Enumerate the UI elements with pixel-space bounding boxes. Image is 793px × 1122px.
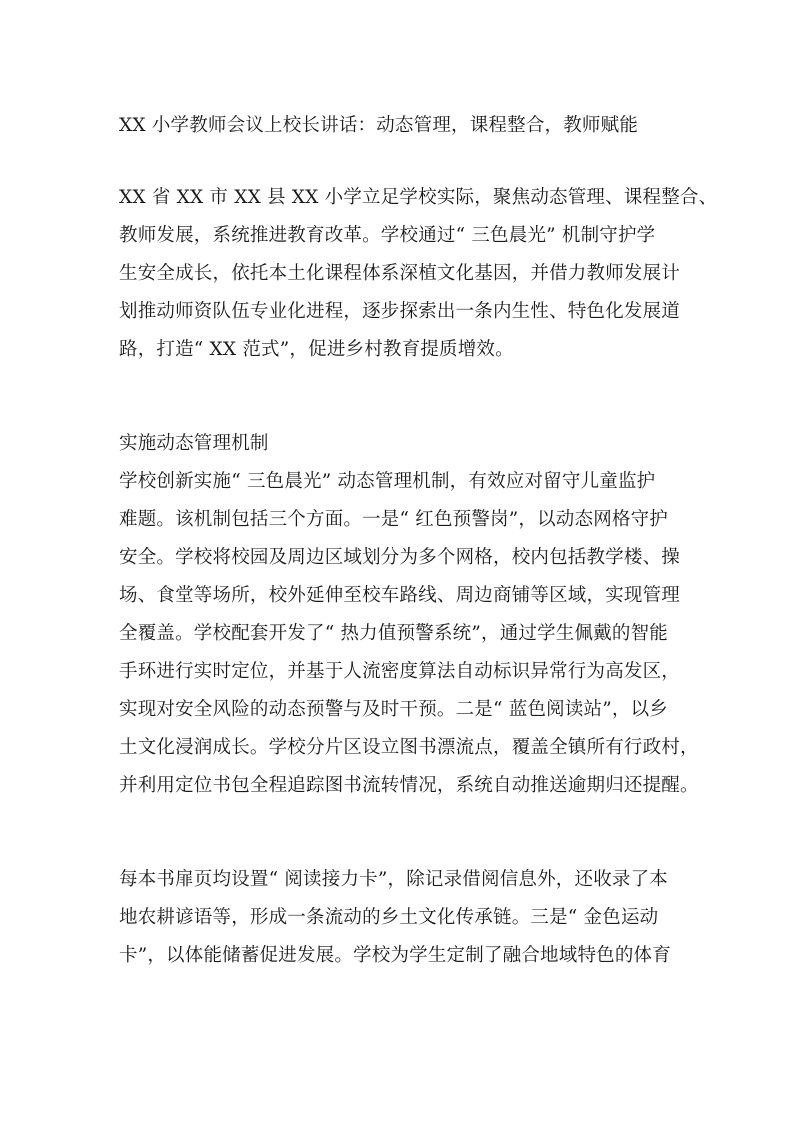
intro-line: 生安全成长，依托本土化课程体系深植文化基因，并借力教师发展计: [119, 263, 681, 284]
intro-line: XX 省 XX 市 XX 县 XX 小学立足学校实际，聚焦动态管理、课程整合、: [119, 187, 718, 208]
section-line: 手环进行实时定位，并基于人流密度算法自动标识异常行为高发区，: [119, 661, 681, 682]
section-line: 实现对安全风险的动态预警与及时干预。二是“ 蓝色阅读站”，以乡: [119, 699, 668, 720]
paragraph-line: 地农耕谚语等，形成一条流动的乡土文化传承链。三是“ 金色运动: [119, 907, 659, 928]
paragraph-line: 每本书扉页均设置“ 阅读接力卡”，除记录借阅信息外，还收录了本: [119, 869, 668, 890]
section-heading: 实施动态管理机制: [119, 433, 269, 454]
section-line: 土文化浸润成长。学校分片区设立图书漂流点，覆盖全镇所有行政村，: [119, 737, 699, 758]
section-line: 全覆盖。学校配套开发了“ 热力值预警系统”，通过学生佩戴的智能: [119, 623, 668, 644]
section-line: 难题。该机制包括三个方面。一是“ 红色预警岗”，以动态网格守护: [119, 509, 668, 530]
paragraph-line: 卡”，以体能储蓄促进发展。学校为学生定制了融合地域特色的体育: [119, 945, 671, 966]
intro-line: 划推动师资队伍专业化进程，逐步探索出一条内生性、特色化发展道: [119, 301, 681, 322]
document-title: XX 小学教师会议上校长讲话：动态管理，课程整合，教师赋能: [119, 115, 639, 136]
section-line: 学校创新实施“ 三色晨光” 动态管理机制，有效应对留守儿童监护: [119, 471, 656, 492]
section-line: 安全。学校将校园及周边区域划分为多个网格，校内包括教学楼、操: [119, 547, 681, 568]
intro-line: 教师发展，系统推进教育改革。学校通过“ 三色晨光” 机制守护学: [119, 225, 656, 246]
section-line: 场、食堂等场所，校外延伸至校车路线、周边商铺等区域，实现管理: [119, 585, 681, 606]
intro-line: 路，打造“ XX 范式”，促进乡村教育提质增效。: [119, 339, 514, 360]
section-line: 并利用定位书包全程追踪图书流转情况，系统自动推送逾期归还提醒。: [119, 775, 699, 796]
